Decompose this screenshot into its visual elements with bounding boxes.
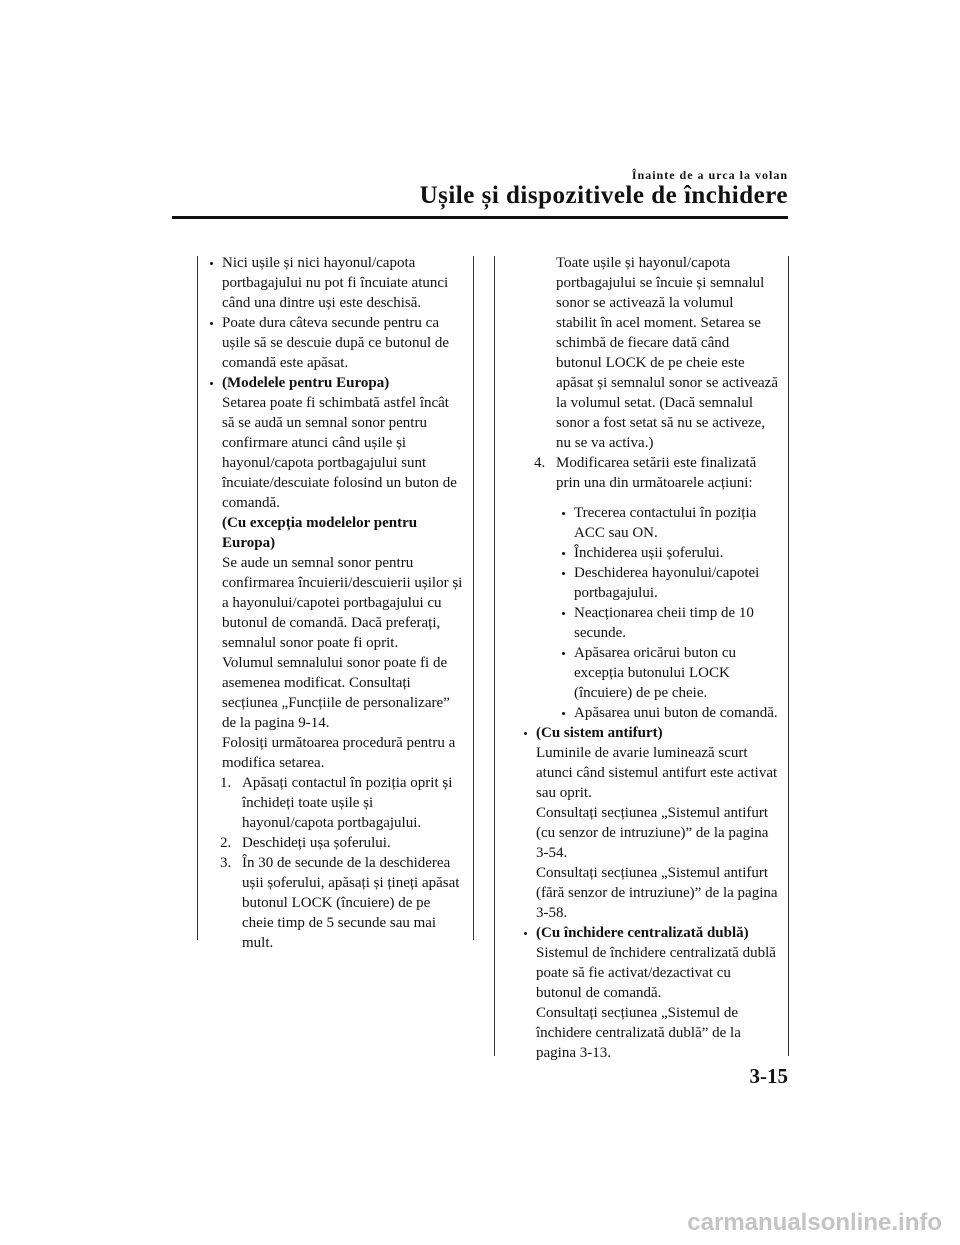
left-column [208, 253, 464, 953]
right-column [522, 253, 778, 1063]
finish-action-open-liftgate: Deschiderea hayonului/capotei portbagajului. [522, 563, 778, 603]
finish-action-press-button: Apăsarea unui buton de comandă. [522, 703, 778, 723]
step-number: 3. [220, 855, 232, 871]
text-except-europe: Se aude un semnal sonor pentru confirmarea încuierii/descuierii ușilor și a hayonului/capotei portbagajului cu butonul de comandă. Dacă preferați, semnalul sonor poate fi oprit. [222, 555, 463, 651]
text-europe-setting: Setarea poate fi schimbată astfel încât să se audă un semnal sonor pentru confirmare atunci când ușile și hayonul/capota portbagajului sunt încuiate/descuiate folosind un buton de comandă. [222, 395, 457, 511]
finish-action-ignition: Trecerea contactului în poziția ACC sau ON. [522, 503, 778, 543]
left-column-rule-left [197, 256, 198, 940]
page-number: 3-15 [749, 1064, 788, 1088]
bullet-note-unlock-delay: Poate dura câteva secunde pentru ca ușile să se descuie după ce butonul de comandă este apăsat. [208, 313, 464, 373]
step-number: 4. [534, 455, 546, 471]
bullet-heading-europe: (Modelele pentru Europa) [208, 373, 464, 393]
step-3 [208, 853, 464, 953]
bullet-heading-double-lock: (Cu închidere centralizată dublă) [522, 923, 778, 943]
finish-action-timeout: Neacționarea cheii timp de 10 secunde. [522, 603, 778, 643]
bullet-note-doors-open: Nici ușile și nici hayonul/capota portbagajului nu pot fi încuiate atunci când una dintre uși este deschisă. [208, 253, 464, 313]
step-4 [522, 453, 778, 493]
text-double-lock: Sistemul de închidere centralizată dublă poate să fie activat/dezactivat cu butonul de comandă. [536, 945, 776, 1001]
text-antitheft-lights: Luminile de avarie luminează scurt atunci când sistemul antifurt este activat sau oprit. [536, 745, 778, 801]
text-antitheft-ref-no-sensor: Consultați secțiunea „Sistemul antifurt (fără senzor de intruziune)” de la pagina 3-58. [536, 865, 778, 921]
step-text: Modificarea setării este finalizată prin una din următoarele acțiuni: [556, 455, 757, 491]
step-number: 2. [220, 835, 232, 851]
step-text: Deschideți ușa șoferului. [242, 835, 391, 851]
right-column-rule-left [494, 256, 495, 1056]
text-volume: Volumul semnalului sonor poate fi de asemenea modificat. Consultați secțiunea „Funcțiile de personalizare” de la pagina 9-14. [222, 655, 450, 731]
bullet-heading-antitheft: (Cu sistem antifurt) [522, 723, 778, 743]
right-column-rule-right [788, 256, 789, 1056]
header-divider [172, 216, 788, 219]
section-label: Înainte de a urca la volan [631, 168, 788, 182]
step-3-continued: Toate ușile și hayonul/capota portbagajului se încuie și semnalul sonor se activează la volumul stabilit în acel moment. Setarea se schimbă de fiecare dată când butonul LOCK de pe cheie este apăsat și semnalul sonor se activează la volumul setat. (Dacă semnalul sonor a fost setat să nu se activeze, nu se va activa.) [556, 255, 778, 451]
step-1 [208, 773, 464, 833]
page-title: Ușile și dispozitivele de închidere [419, 182, 788, 209]
finish-action-other-button: Apăsarea oricărui buton cu excepția butonului LOCK (încuiere) de pe cheie. [522, 643, 778, 703]
step-number: 1. [220, 775, 232, 791]
text-double-lock-ref: Consultați secțiunea „Sistemul de închidere centralizată dublă” de la pagina 3-13. [536, 1005, 741, 1061]
step-2 [208, 833, 464, 853]
left-column-rule-right [473, 256, 474, 940]
watermark: carmanualsonline.info [687, 1209, 942, 1236]
step-text: Apăsați contactul în poziția oprit și închideți toate ușile și hayonul/capota portbagajului. [242, 775, 453, 831]
text-antitheft-ref-sensor: Consultați secțiunea „Sistemul antifurt (cu senzor de intruziune)” de la pagina 3-54. [536, 805, 769, 861]
heading-except-europe: (Cu excepția modelelor pentru Europa) [222, 515, 418, 551]
step-text: În 30 de secunde de la deschiderea ușii șoferului, apăsați și țineți apăsat butonul LOCK (încuiere) de pe cheie timp de 5 secunde sau mai mult. [242, 855, 460, 951]
finish-action-close-door: Închiderea ușii șoferului. [522, 543, 778, 563]
spacer [522, 493, 778, 503]
text-procedure-intro: Folosiți următoarea procedură pentru a modifica setarea. [222, 735, 456, 771]
